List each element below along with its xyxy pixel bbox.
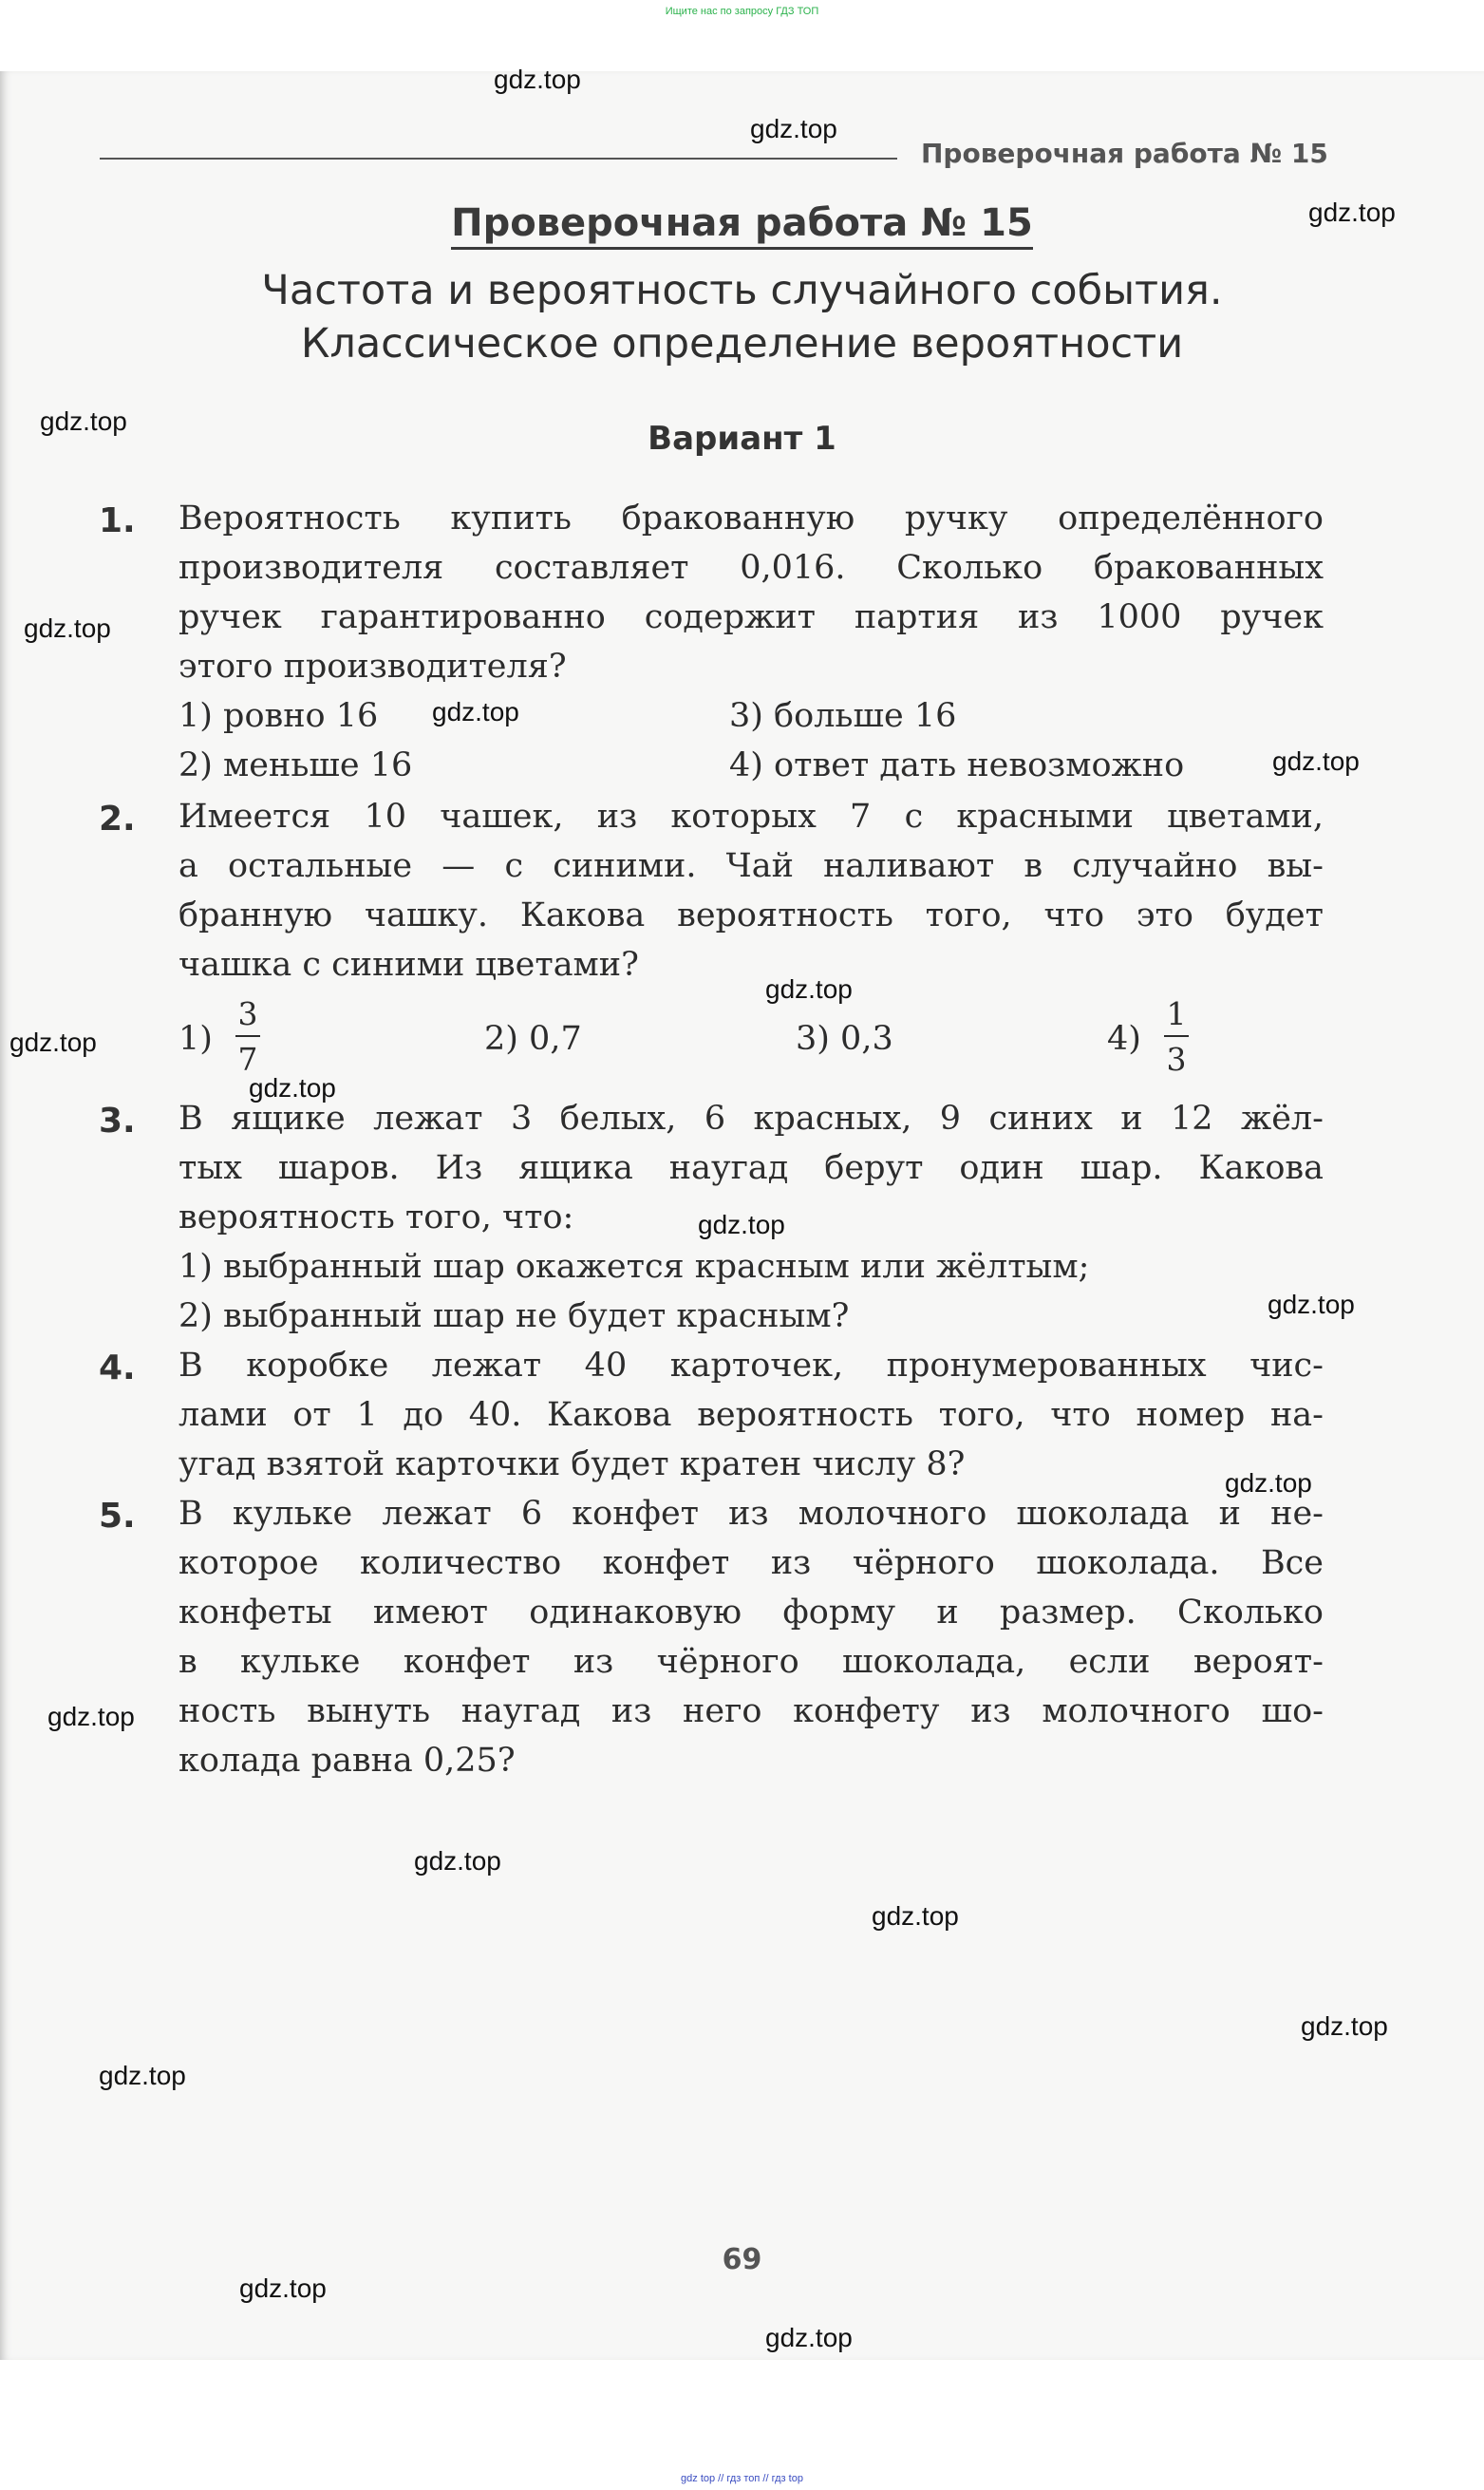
task-1-option: 4) ответ дать невозможно bbox=[729, 746, 1185, 784]
watermark: gdz.top bbox=[432, 697, 519, 726]
task-4-line: В коробке лежат 40 карточек, пронумерованных чис- bbox=[178, 1347, 1324, 1385]
watermark: gdz.top bbox=[24, 613, 111, 643]
task-4-line: угад взятой карточки будет кратен числу 8? bbox=[178, 1445, 966, 1483]
task-3-line: тых шаров. Из ящика наугад берут один шар. Какова bbox=[178, 1149, 1324, 1187]
task-2-line: а остальные — с синими. Чай наливают в случайно вы- bbox=[178, 847, 1324, 885]
watermark: gdz.top bbox=[1268, 1290, 1355, 1319]
task-2-option-2: 2) 0,7 bbox=[484, 1020, 582, 1058]
header-rule bbox=[100, 158, 897, 160]
watermark: gdz.top bbox=[239, 2273, 327, 2303]
task-5-line: В кульке лежат 6 конфет из молочного шоколада и не- bbox=[178, 1495, 1324, 1533]
fraction-bar bbox=[235, 1035, 260, 1037]
watermark: gdz.top bbox=[698, 1210, 785, 1239]
task-1-option: 1) ровно 16 bbox=[178, 697, 379, 735]
watermark: gdz.top bbox=[47, 1702, 135, 1731]
page-title-text: Проверочная работа № 15 bbox=[451, 201, 1033, 250]
task-4-line: лами от 1 до 40. Какова вероятность того, что номер на- bbox=[178, 1396, 1324, 1434]
task-2-line: бранную чашку. Какова вероятность того, что это будет bbox=[178, 896, 1324, 934]
watermark: gdz.top bbox=[765, 974, 853, 1004]
watermark: gdz.top bbox=[99, 2061, 186, 2090]
task-2-option-1-label: 1) bbox=[178, 1020, 213, 1058]
task-2-option-4-numerator: 1 bbox=[1166, 995, 1187, 1032]
watermark: gdz.top bbox=[9, 1028, 97, 1057]
task-5-line: конфеты имеют одинаковую форму и размер. Сколько bbox=[178, 1594, 1324, 1632]
task-2-line: Имеется 10 чашек, из которых 7 с красными цветами, bbox=[178, 798, 1324, 836]
task-5-line: в кульке конфет из чёрного шоколада, если вероят- bbox=[178, 1643, 1324, 1681]
watermark: gdz.top bbox=[765, 2323, 853, 2352]
watermark: gdz.top bbox=[1225, 1468, 1312, 1498]
task-4-number: 4. bbox=[99, 1349, 136, 1387]
watermark: gdz.top bbox=[1301, 2011, 1388, 2041]
task-2-option-4-label: 4) bbox=[1107, 1020, 1141, 1058]
task-2-option-3: 3) 0,3 bbox=[796, 1020, 893, 1058]
page-number: 69 bbox=[722, 2243, 762, 2276]
watermark: gdz.top bbox=[494, 65, 581, 94]
task-5-line: колада равна 0,25? bbox=[178, 1742, 516, 1780]
task-5-number: 5. bbox=[99, 1497, 136, 1536]
variant-heading: Вариант 1 bbox=[648, 420, 836, 458]
task-5-line: ность вынуть наугад из него конфету из молочного шо- bbox=[178, 1692, 1324, 1730]
task-3-number: 3. bbox=[99, 1102, 136, 1141]
task-5-line: которое количество конфет из чёрного шоколада. Все bbox=[178, 1544, 1324, 1582]
task-1-line: ручек гарантированно содержит партия из 1000 ручек bbox=[178, 598, 1324, 636]
watermark: gdz.top bbox=[249, 1073, 336, 1103]
task-1-option: 3) больше 16 bbox=[729, 697, 957, 735]
task-2-number: 2. bbox=[99, 800, 136, 839]
task-2-option-4-denominator: 3 bbox=[1166, 1041, 1187, 1078]
page-title bbox=[0, 201, 1484, 245]
task-2-line: чашка с синими цветами? bbox=[178, 946, 639, 984]
watermark: gdz.top bbox=[872, 1901, 959, 1931]
fraction-bar bbox=[1164, 1035, 1189, 1037]
task-1-option: 2) меньше 16 bbox=[178, 746, 413, 784]
task-1-number: 1. bbox=[99, 501, 136, 540]
task-3-line: вероятность того, что: bbox=[178, 1198, 574, 1236]
top-note: Ищите нас по запросу ГДЗ ТОП bbox=[665, 6, 819, 17]
task-3-line: 1) выбранный шар окажется красным или жёлтым; bbox=[178, 1248, 1090, 1286]
task-2-option-1-numerator: 3 bbox=[237, 995, 258, 1032]
subtitle-line-1: Частота и вероятность случайного события. bbox=[261, 267, 1223, 314]
task-1-line: этого производителя? bbox=[178, 648, 567, 686]
subtitle-line-2: Классическое определение вероятности bbox=[300, 320, 1184, 368]
subtitle bbox=[0, 264, 1484, 370]
bottom-note: gdz top // гдз топ // гдз top bbox=[681, 2473, 803, 2484]
watermark: gdz.top bbox=[414, 1846, 501, 1876]
task-1-line: производителя составляет 0,016. Сколько бракованных bbox=[178, 549, 1324, 587]
task-3-line: В ящике лежат 3 белых, 6 красных, 9 синих и 12 жёл- bbox=[178, 1100, 1324, 1138]
watermark: gdz.top bbox=[1308, 198, 1396, 227]
task-2-option-1-denominator: 7 bbox=[237, 1041, 258, 1078]
watermark: gdz.top bbox=[750, 114, 837, 143]
task-1-line: Вероятность купить бракованную ручку определённого bbox=[178, 500, 1324, 538]
running-head: Проверочная работа № 15 bbox=[921, 138, 1328, 169]
task-3-line: 2) выбранный шар не будет красным? bbox=[178, 1297, 850, 1335]
watermark: gdz.top bbox=[1272, 746, 1360, 776]
watermark: gdz.top bbox=[40, 406, 127, 436]
